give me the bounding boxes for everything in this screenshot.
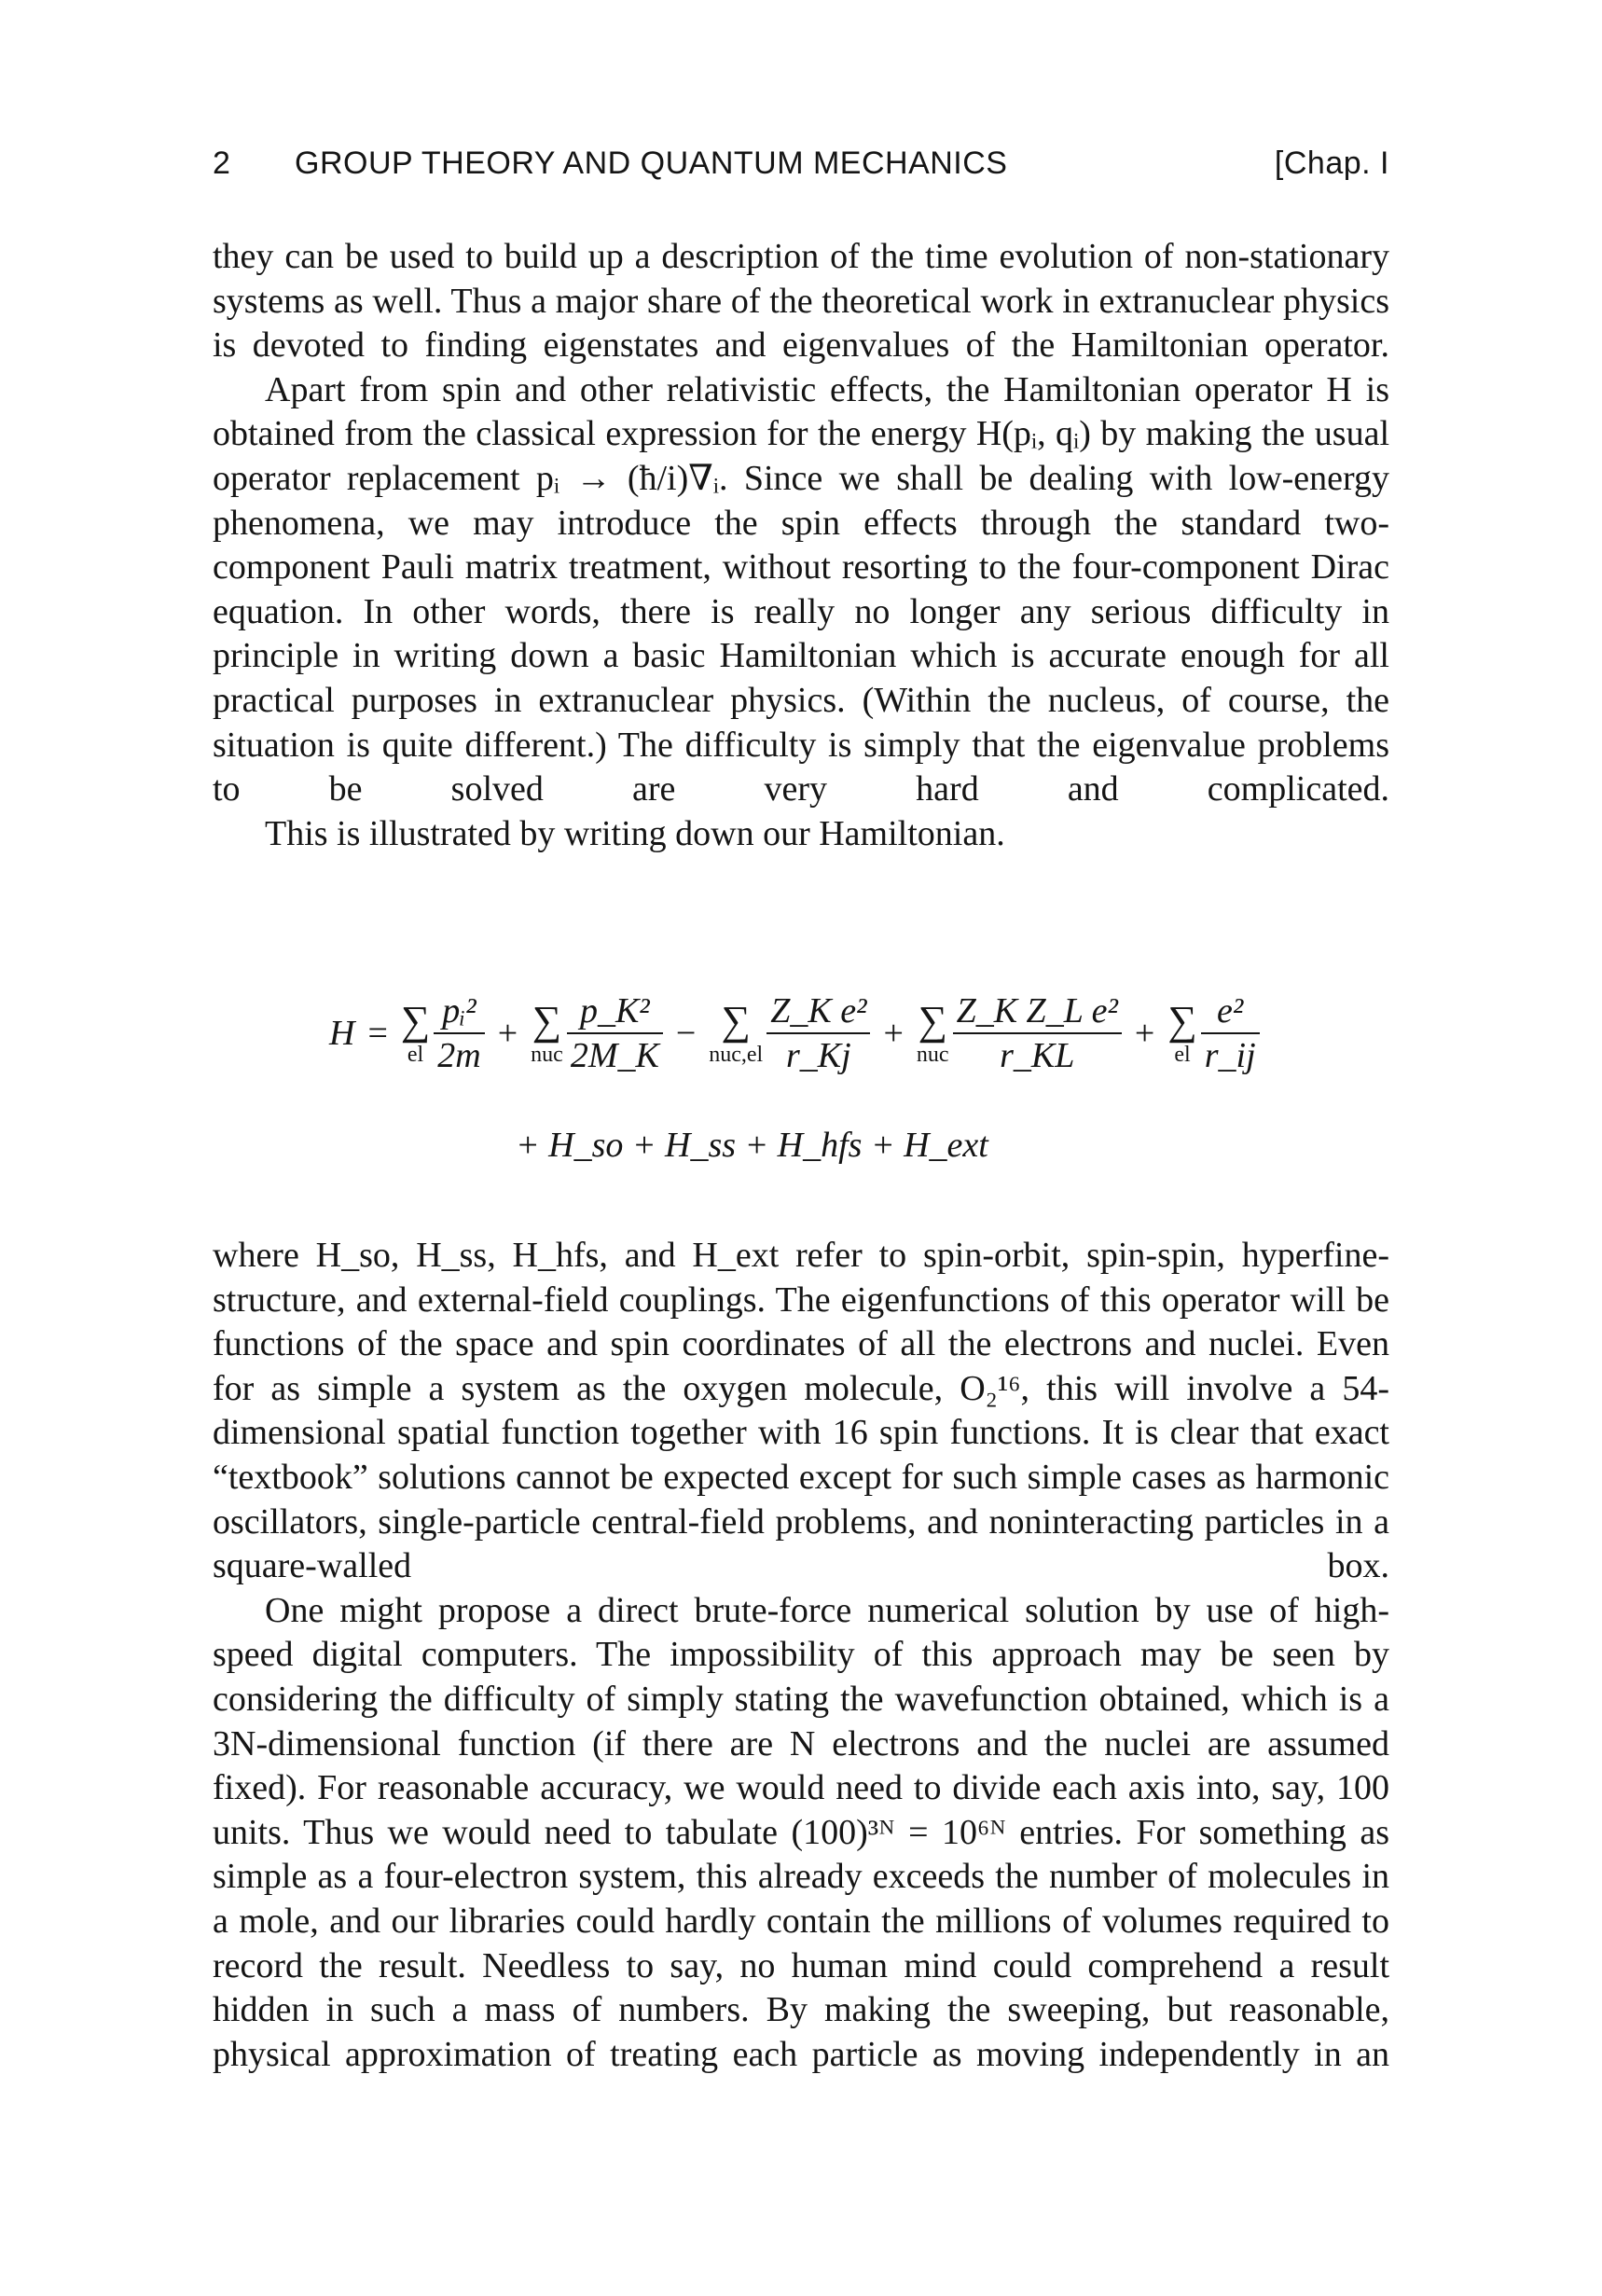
fraction-numerator: Z_K Z_L e² [956,991,1118,1030]
sigma-symbol: ∑ [532,998,562,1044]
page-number: 2 [213,145,231,181]
body-text-bottom [213,1234,1389,2077]
equals-sign: = [367,1014,388,1053]
fraction [1201,989,1260,1077]
paragraph: where H_so, H_ss, H_hfs, and H_ext refer to spin-orbit, spin-spin, hyperfine-structure, and external-field couplings. The eigenfunctions of this operator will be functions of the space and spin coordinates of all the electrons and nuclei. Even for as simple a system as the oxygen molecule, O₂¹⁶, this will involve a 54-dimensional spatial function together with 16 spin functions. It is clear that exact “textbook” solutions cannot be expected except for such simple cases as harmonic oscillators, single-particle central-field problems, and noninteracting particles in a square-walled box. [213,1236,1389,1586]
fraction [567,989,663,1077]
running-title: GROUP THEORY AND QUANTUM MECHANICS [295,145,1008,181]
summation-limit: nuc,el [709,1043,764,1067]
summation [709,998,764,1067]
sigma-symbol: ∑ [918,998,947,1044]
fraction [434,989,484,1077]
fraction-denominator: r_KL [1000,1036,1075,1075]
page-header [213,140,1389,187]
fraction [766,989,870,1077]
chapter-label: [Chap. I [1274,145,1389,181]
paragraph: One might propose a direct brute-force numerical solution by use of high-speed digital computers. The impossibility of this approach may be seen by considering the difficulty of simply stating the wavefunction obtained, which is a 3N-dimensional function (if there are N electrons and the nuclei are assumed fixed). For reasonable accuracy, we would need to divide each axis into, say, 100 units. Thus we would need to tabulate (100)³ᴺ = 10⁶ᴺ entries. For something as simple as a four-electron system, this already exceeds the number of molecules in a mole, and our libraries could hardly contain the millions of volumes required to record the result. Needless to say, no human mind could comprehend a result hidden in such a mass of numbers. By making the sweeping, but reasonable, physical approximation of treating each particle as moving independently in an [213,1590,1389,2074]
paragraph: Apart from spin and other relativistic effects, the Hamiltonian operator H is obtained from the classical expression for the energy H(pᵢ, qᵢ) by making the usual operator replacement pᵢ → (ħ/i)∇ᵢ. Since we shall be dealing with low-energy phenomena, we may introduce the spin effects through the standard two-component Pauli matrix treatment, without resorting to the four-component Dirac equation. In other words, there is really no longer any serious difficulty in principle in writing down a basic Hamiltonian which is accurate enough for all practical purposes in extranuclear physics. (Within the nucleus, of course, the situation is quite different.) The difficulty is simply that the eigenvalue problems to be solved are very hard and complicated. [213,369,1389,809]
paragraph: they can be used to build up a description of the time evolution of non-stationary systems as well. Thus a major share of the theoretical work in extranuclear physics is devoted to finding eigenstates and eigenvalues of the Hamiltonian operator. [213,237,1389,366]
equation-line-2: + H_so + H_ss + H_hfs + H_ext [516,1126,988,1165]
hamiltonian-equation [213,977,1389,1201]
summation [916,998,949,1067]
fraction-numerator: Z_K e² [770,991,867,1030]
fraction-numerator: pᵢ² [442,991,476,1030]
fraction-denominator: 2M_K [570,1036,659,1075]
summation [400,998,431,1067]
sigma-symbol: ∑ [721,998,751,1044]
summation [1167,998,1197,1067]
equation-line-1 [329,977,1260,1089]
paragraph: This is illustrated by writing down our Hamiltonian. [265,813,1005,853]
equation-row [329,977,1260,1089]
summation [531,998,563,1067]
body-text-top [213,235,1389,856]
summation-limit: nuc [916,1043,949,1067]
fraction-denominator: r_ij [1204,1036,1256,1075]
fraction [953,989,1122,1077]
sigma-symbol: ∑ [1167,998,1197,1044]
summation-limit: el [407,1043,424,1067]
equation-lhs: H [329,1014,355,1053]
equation-operator: − [675,1014,697,1053]
equation-operator: + [1134,1014,1155,1053]
summation-limit: nuc [531,1043,563,1067]
equation-operator: + [497,1014,518,1053]
summation-limit: el [1174,1043,1191,1067]
fraction-denominator: 2m [437,1036,481,1075]
fraction-numerator: e² [1217,991,1244,1030]
equation-operator: + [883,1014,904,1053]
fraction-denominator: r_Kj [786,1036,851,1075]
fraction-numerator: p_K² [579,991,650,1030]
sigma-symbol: ∑ [400,998,431,1044]
